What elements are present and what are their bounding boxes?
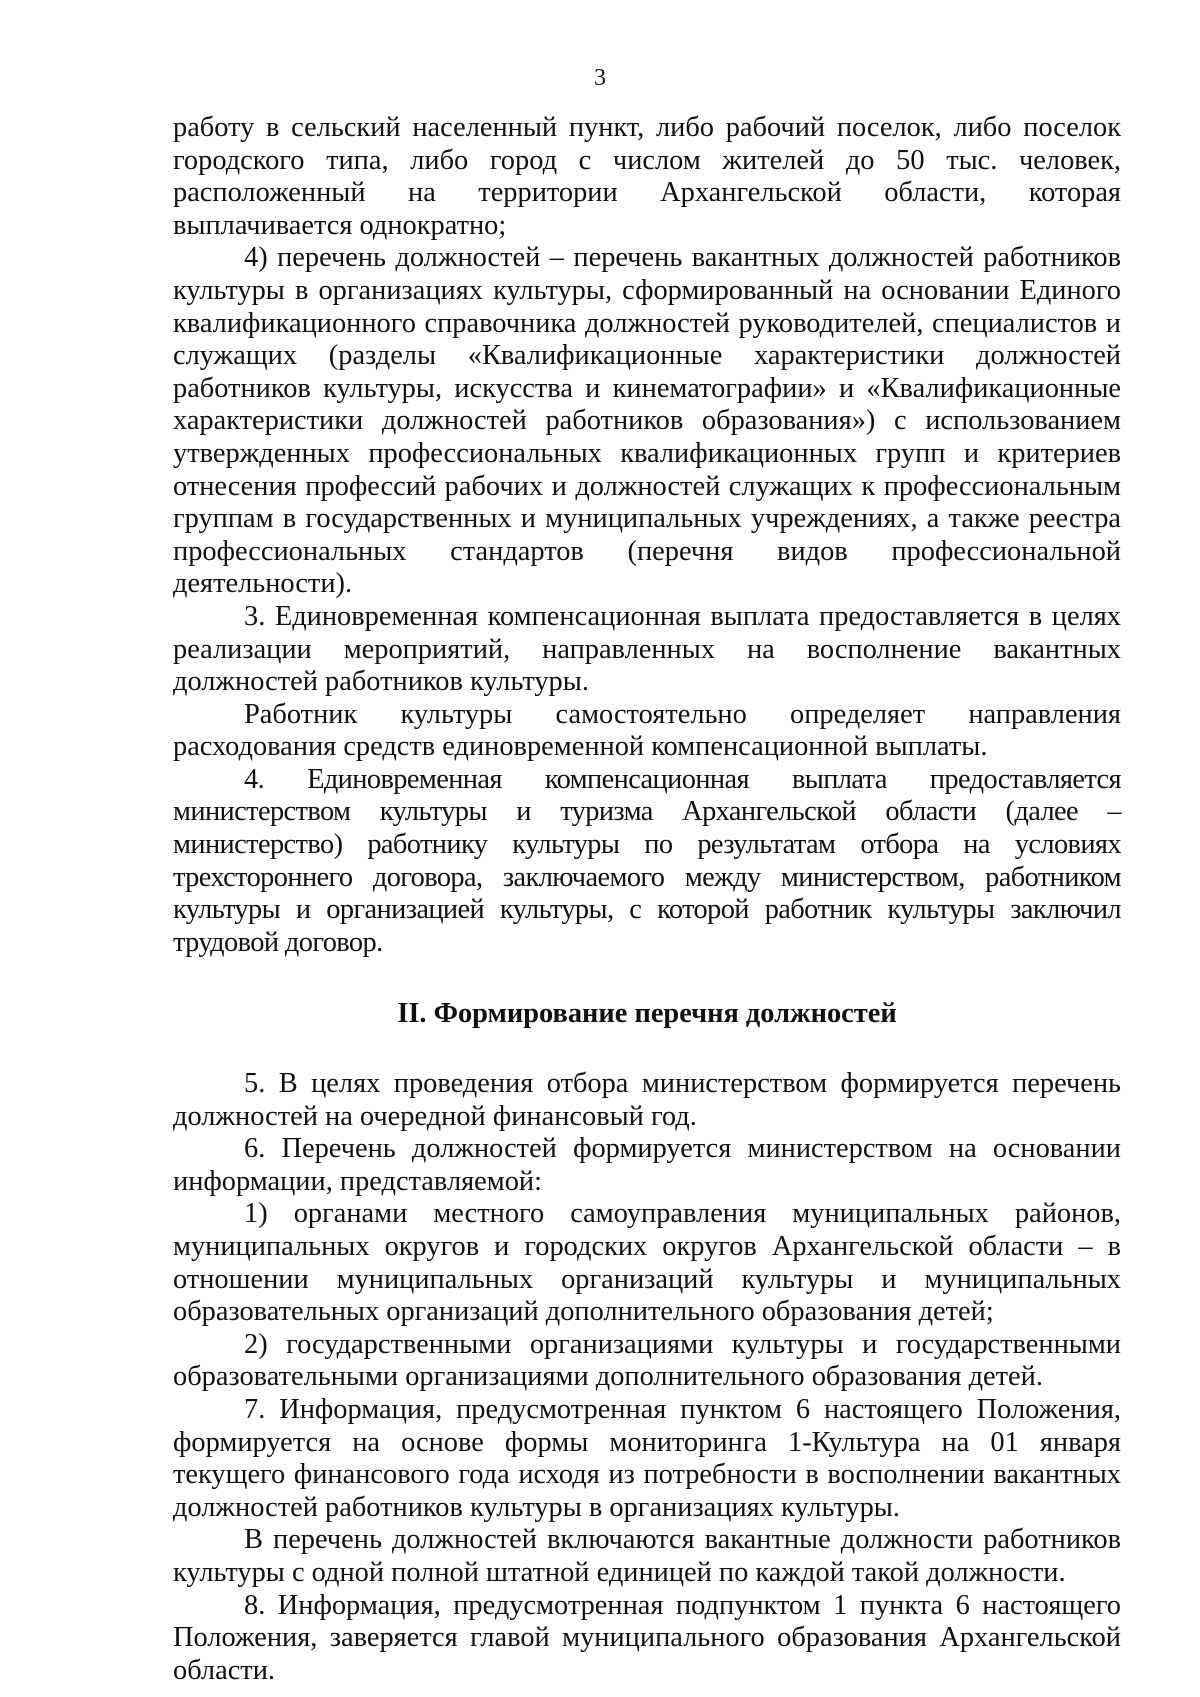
- paragraph-item-4: 4) перечень должностей – перечень вакантных должностей работников культуры в организациях культуры, сформированный на основании Единого квалификационного справочника должностей руководителей, специалистов и служащих (разделы «Квалификационные характеристики должностей работников культуры, искусства и кинематографии» и «Квалификационные характеристики должностей работников образования») с использованием утвержденных профессиональных квалификационных групп и критериев отнесения профессий рабочих и должностей служащих к профессиональным группам в государственных и муниципальных учреждениях, а также реестра профессиональных стандартов (перечня видов профессиональной деятельности).: [173, 242, 1121, 600]
- paragraph-clause-8: 8. Информация, предусмотренная подпунктом 1 пункта 6 настоящего Положения, заверяется главой муниципального образования Архангельской области.: [173, 1589, 1121, 1686]
- paragraph-clause-7: 7. Информация, предусмотренная пунктом 6 настоящего Положения, формируется на основе формы мониторинга 1-Культура на 01 января текущего финансового года исходя из потребности в восполнении вакантных должностей работников культуры в организациях культуры.: [173, 1393, 1121, 1523]
- paragraph-clause-5: 5. В целях проведения отбора министерством формируется перечень должностей на очередной финансовый год.: [173, 1068, 1121, 1132]
- paragraph-subclause-1: 1) органами местного самоуправления муниципальных районов, муниципальных округов и городских округов Архангельской области – в отношении муниципальных организаций культуры и муниципальных образовательных организаций дополнительного образования детей;: [173, 1198, 1121, 1328]
- paragraph-expense-direction: Работник культуры самостоятельно определяет направления расходования средств единовременной компенсационной выплаты.: [173, 698, 1121, 763]
- paragraph-clause-6: 6. Перечень должностей формируется министерством на основании информации, представляемой:: [173, 1133, 1121, 1197]
- paragraph-vacancy-inclusion: В перечень должностей включаются вакантные должности работников культуры с одной полной штатной единицей по каждой такой должности.: [173, 1524, 1121, 1588]
- document-body: [173, 112, 1121, 1687]
- paragraph-continuation: работу в сельский населенный пункт, либо рабочий поселок, либо поселок городского типа, либо город с числом жителей до 50 тыс. человек, расположенный на территории Архангельской области, которая выплачивается однократно;: [173, 112, 1121, 241]
- paragraph-clause-3: 3. Единовременная компенсационная выплата предоставляется в целях реализации мероприятий, направленных на восполнение вакантных должностей работников культуры.: [173, 600, 1121, 698]
- section-heading: II. Формирование перечня должностей: [397, 998, 897, 1030]
- page-number: 3: [594, 65, 606, 91]
- paragraph-subclause-2: 2) государственными организациями культуры и государственными образовательными организациями дополнительного образования детей.: [173, 1328, 1121, 1393]
- paragraph-clause-4: 4. Единовременная компенсационная выплата предоставляется министерством культуры и туризма Архангельской области (далее – министерство) работнику культуры по результатам отбора на условиях трехстороннего договора, заключаемого между министерством, работником культуры и организацией культуры, с которой работник культуры заключил трудовой договор.: [173, 763, 1121, 958]
